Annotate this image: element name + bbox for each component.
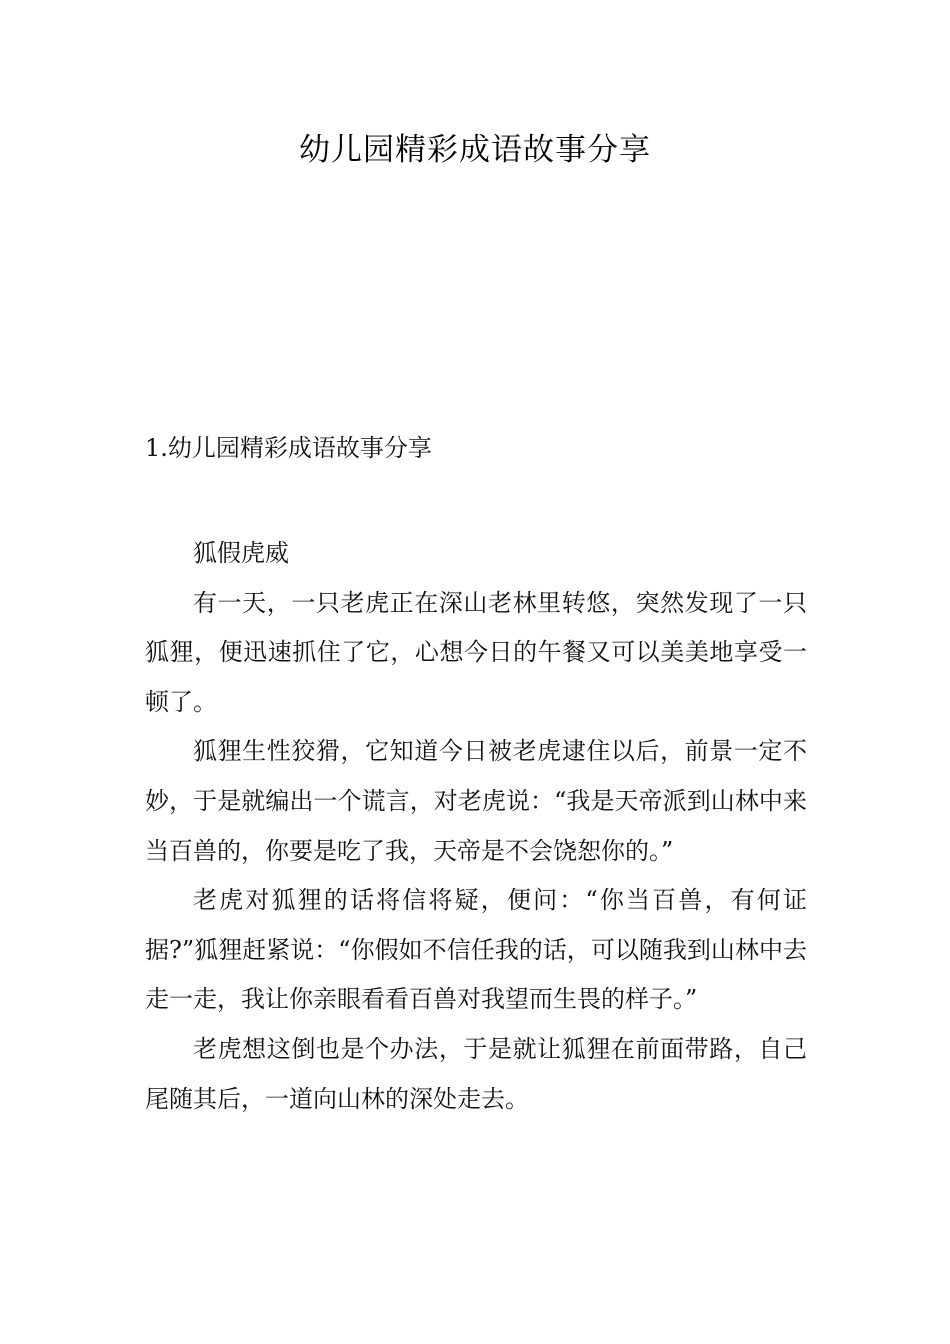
paragraph: 狐狸生性狡猾，它知道今日被老虎逮住以后，前景一定不妙，于是就编出一个谎言，对老虎说：“我是天帝派到山林中来当百兽的，你要是吃了我，天帝是不会饶恕你的。” xyxy=(145,737,807,865)
story-body xyxy=(145,529,807,1124)
document-title: 幼儿园精彩成语故事分享 xyxy=(299,132,651,168)
paragraph: 老虎想这倒也是个办法，于是就让狐狸在前面带路，自己尾随其后，一道向山林的深处走去。 xyxy=(145,1034,807,1113)
paragraph: 有一天，一只老虎正在深山老林里转悠，突然发现了一只狐狸，便迅速抓住了它，心想今日的午餐又可以美美地享受一顿了。 xyxy=(145,588,807,716)
paragraph: 老虎对狐狸的话将信将疑，便问：“你当百兽，有何证据?”狐狸赶紧说：“你假如不信任我的话，可以随我到山林中去走一走，我让你亲眼看看百兽对我望而生畏的样子。” xyxy=(145,886,807,1014)
story-title: 狐假虎威 xyxy=(193,539,289,567)
section-heading: 1.幼儿园精彩成语故事分享 xyxy=(145,434,432,462)
